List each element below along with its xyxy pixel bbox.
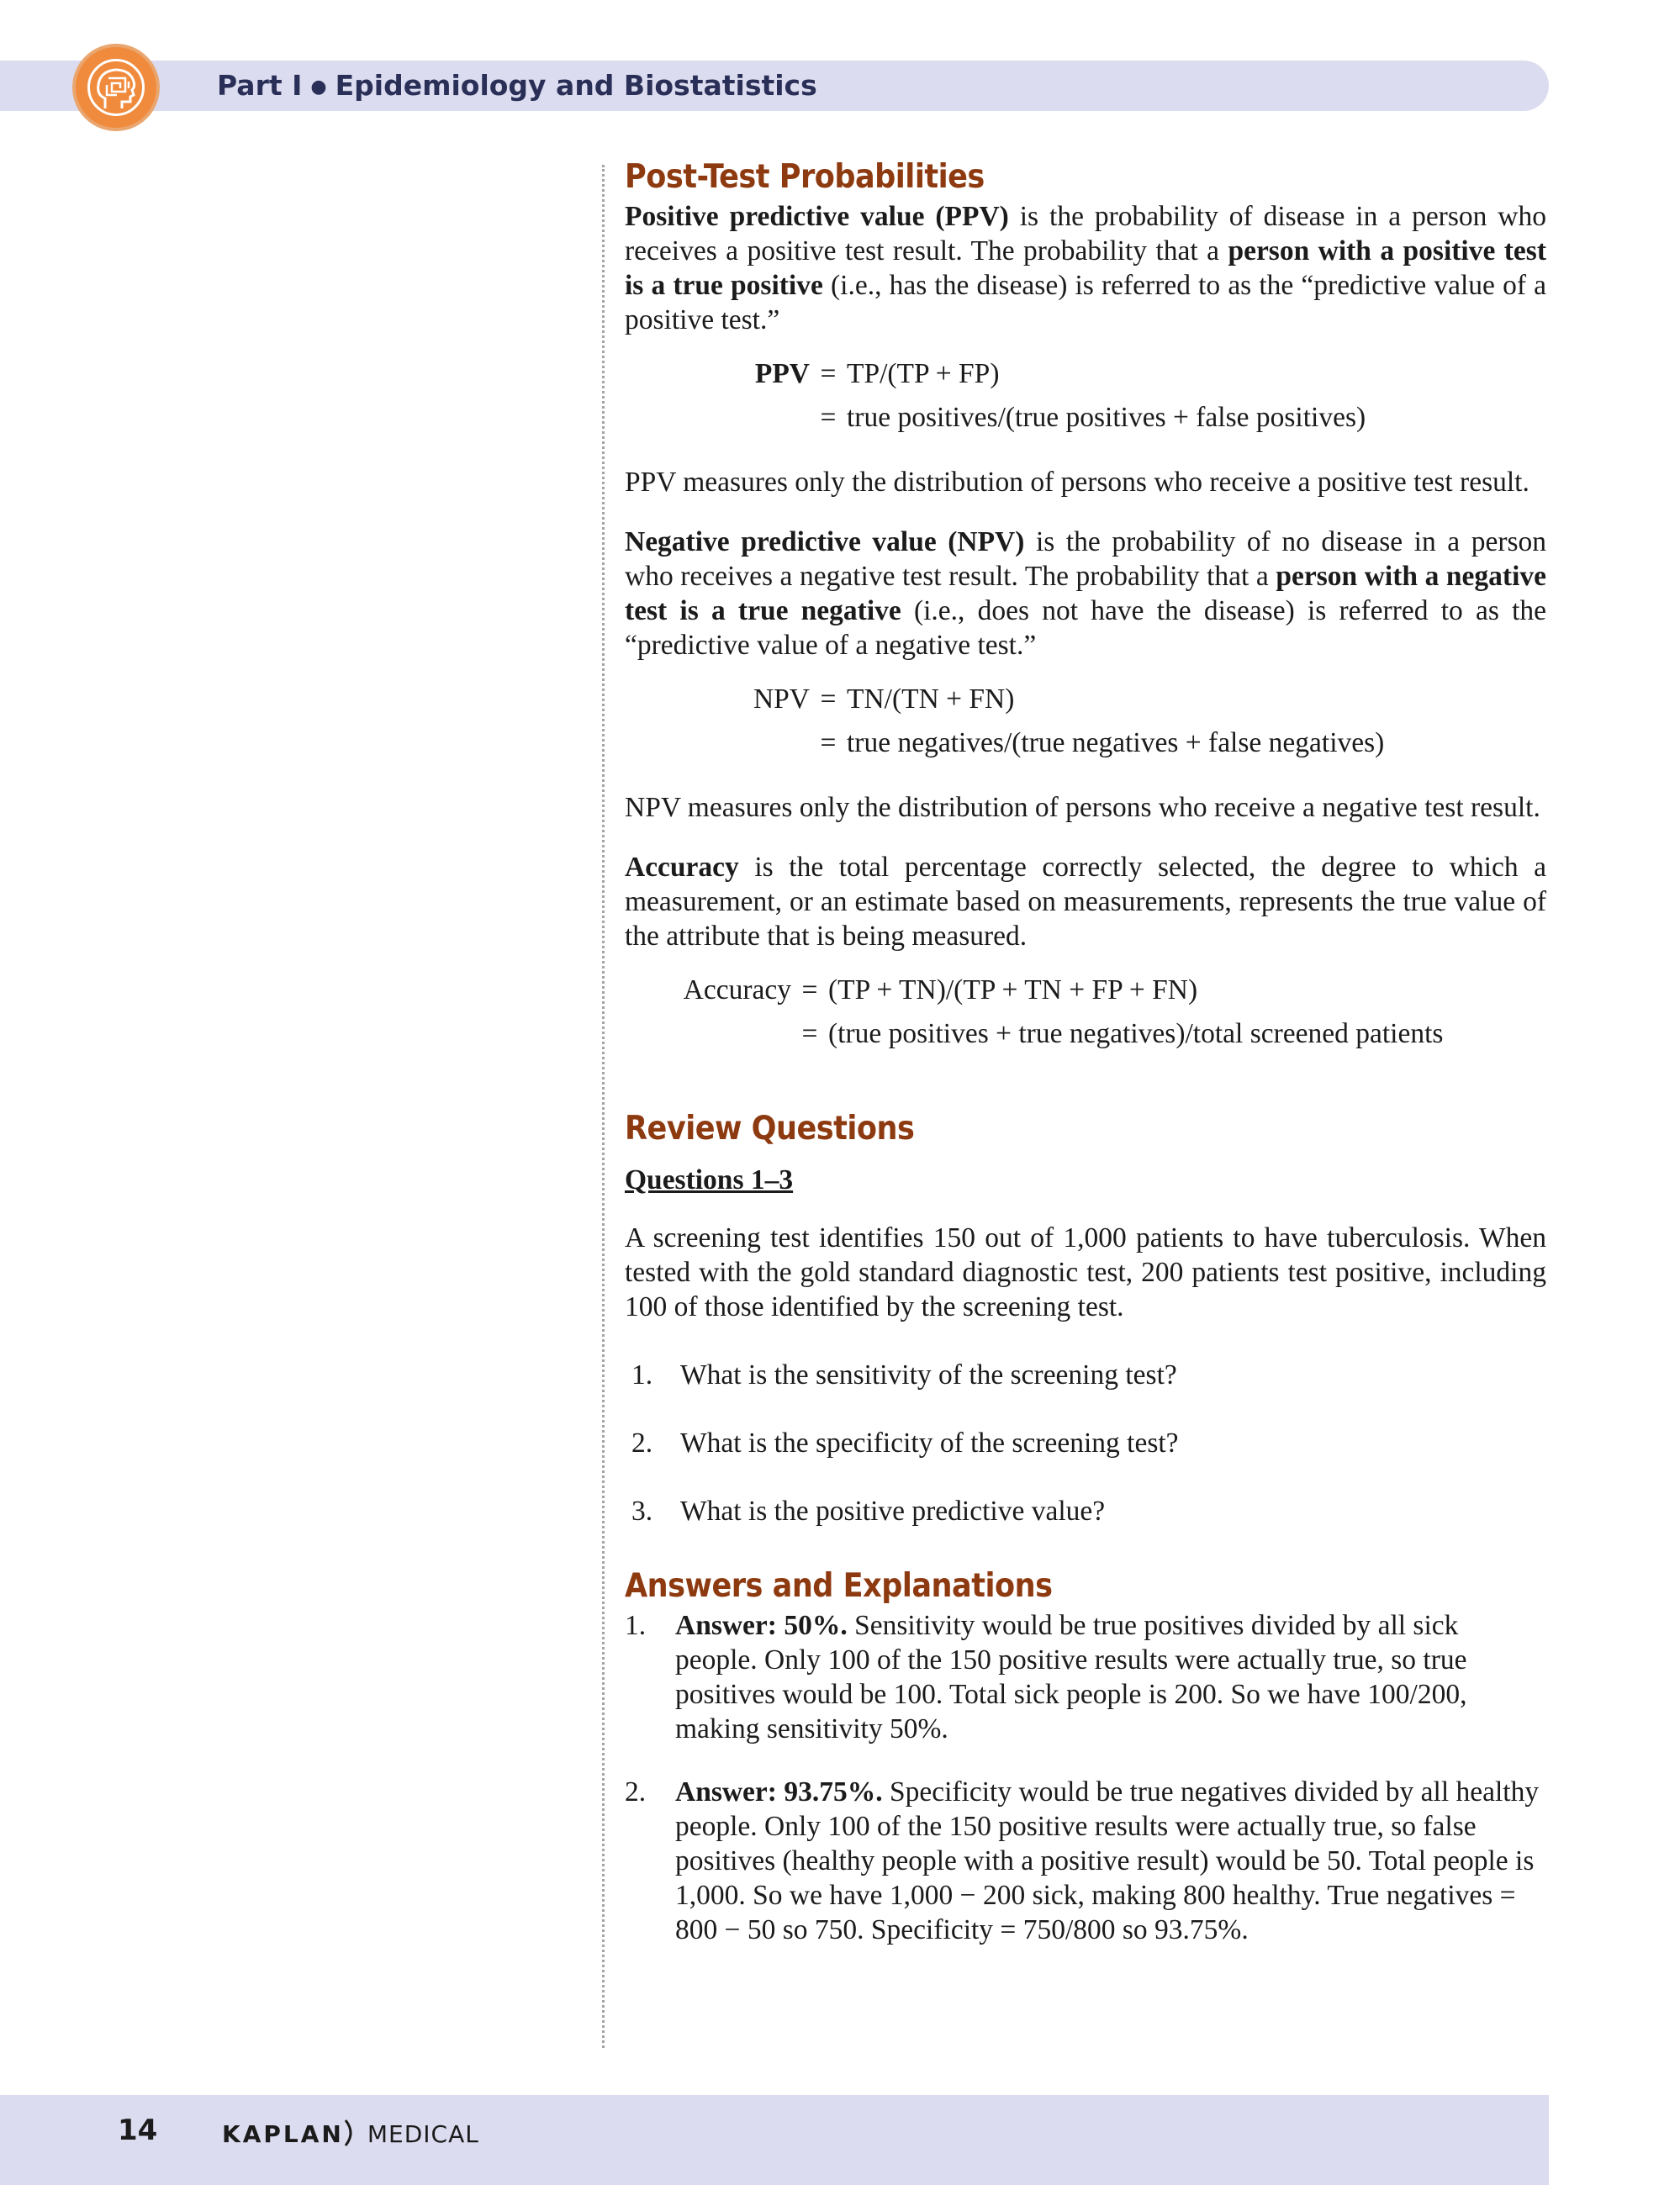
answer-list (625, 1608, 1546, 1947)
section-heading-post-test: Post-Test Probabilities (625, 158, 985, 196)
question-number: 3. (631, 1496, 653, 1527)
answer-number: 1. (625, 1610, 647, 1641)
question-item (625, 1426, 1546, 1460)
kaplan-medical-logo (222, 2119, 479, 2148)
equals-sign: = (820, 358, 837, 389)
question-number: 2. (631, 1428, 653, 1459)
equals-sign: = (820, 683, 837, 715)
ppv-formula-rhs2: true positives/(true positives + false positives) (847, 402, 1366, 433)
npv-paragraph (625, 525, 1546, 662)
header-chapter-title: Epidemiology and Biostatistics (335, 69, 817, 102)
equals-sign: = (801, 974, 818, 1005)
part-label: Part I (217, 69, 303, 102)
main-content (625, 160, 1546, 1947)
answer-body (675, 1608, 1546, 1746)
answer-item (625, 1608, 1546, 1746)
ppv-emphasis: person with a positive test is a true positive (625, 235, 1546, 301)
accuracy-formula-rhs2: (true positives + true negatives)/total screened patients (828, 1018, 1444, 1049)
answer-label: Answer: 50%. (675, 1610, 848, 1641)
question-item (625, 1494, 1546, 1528)
question-text: What is the specificity of the screening test? (680, 1428, 1179, 1459)
ppv-paragraph (625, 199, 1546, 337)
npv-formula (625, 678, 1546, 765)
ppv-note: PPV measures only the distribution of persons who receive a positive test result. (625, 467, 1529, 498)
ppv-formula-lhs: PPV (754, 358, 810, 389)
answer-number: 2. (625, 1776, 647, 1808)
accuracy-paragraph (625, 850, 1546, 953)
equals-sign: = (820, 727, 837, 758)
question-number: 1. (631, 1359, 653, 1391)
answer-text: Specificity would be true negatives divided by all healthy people. Only 100 of the 150 positive results were actually true, so false positives (healthy people with a positive result) would be 50. Total people is 1,000. So we have 1,000 − 200 sick, making 800 healthy. True negatives = 800 − 50 so 750. Specificity = 750/800 so 93.75%. (675, 1776, 1540, 1945)
npv-emphasis: person with a negative test is a true negative (625, 561, 1546, 626)
brand-subname: MEDICAL (367, 2120, 479, 2148)
npv-text-1: is the probability of no disease in a person who receives a negative test result. The probability that a (625, 526, 1547, 592)
accuracy-formula-rhs1: (TP + TN)/(TP + TN + FP + FN) (828, 974, 1198, 1005)
npv-formula-rhs2: true negatives/(true negatives + false negatives) (847, 727, 1385, 758)
equals-sign: = (820, 402, 837, 433)
margin-dotted-rule (602, 165, 605, 2048)
ppv-formula (625, 352, 1546, 440)
ppv-text-1: is the probability of disease in a person who receives a positive test result. The probability that a (625, 201, 1546, 267)
accuracy-formula (625, 968, 1546, 1056)
brain-maze-icon (87, 59, 145, 116)
running-header (217, 69, 817, 102)
brain-maze-logo (72, 44, 160, 131)
ppv-text-2: (i.e., has the disease) is referred to as the “predictive value of a positive test.” (625, 270, 1546, 335)
header-bullet: ● (310, 77, 327, 98)
section-heading-answers: Answers and Explanations (625, 1567, 1053, 1605)
npv-note: NPV measures only the distribution of persons who receive a negative test result. (625, 792, 1540, 823)
question-text: What is the positive predictive value? (680, 1496, 1106, 1527)
question-stem: A screening test identifies 150 out of 1,000 patients to have tuberculosis. When tested with the gold standard diagnostic test, 200 patients test positive, including 100 of those identified by the screening test. (625, 1222, 1546, 1322)
answer-item (625, 1775, 1546, 1947)
answer-label: Answer: 93.75%. (675, 1776, 883, 1808)
ppv-term: Positive predictive value (PPV) (625, 201, 1009, 232)
question-text: What is the sensitivity of the screening test? (680, 1359, 1177, 1391)
question-item (625, 1358, 1546, 1392)
brand-name: KAPLAN (222, 2120, 344, 2148)
answer-body (675, 1775, 1546, 1947)
npv-term: Negative predictive value (NPV) (625, 526, 1025, 557)
brand-swoosh-icon (344, 2119, 356, 2147)
questions-subheading: Questions 1–3 (625, 1164, 794, 1195)
equals-sign: = (801, 1018, 818, 1049)
npv-formula-rhs1: TN/(TN + FN) (847, 683, 1015, 715)
accuracy-text: is the total percentage correctly selected, the degree to which a measurement, or an estimate based on measurements, represents the true value of the attribute that is being measured. (625, 852, 1546, 952)
npv-formula-lhs: NPV (753, 683, 810, 715)
answer-text: Sensitivity would be true positives divided by all sick people. Only 100 of the 150 positive results were actually true, so true positives would be 100. Total sick people is 200. So we have 100/200, making sensitivity 50%. (675, 1610, 1467, 1744)
accuracy-term: Accuracy (625, 852, 739, 883)
question-list (625, 1358, 1546, 1528)
section-heading-review: Review Questions (625, 1110, 915, 1148)
ppv-formula-rhs1: TP/(TP + FP) (847, 358, 1000, 389)
npv-text-2: (i.e., does not have the disease) is referred to as the “predictive value of a negative test.” (625, 595, 1546, 661)
page-number: 14 (118, 2114, 158, 2147)
accuracy-formula-lhs: Accuracy (683, 974, 791, 1005)
